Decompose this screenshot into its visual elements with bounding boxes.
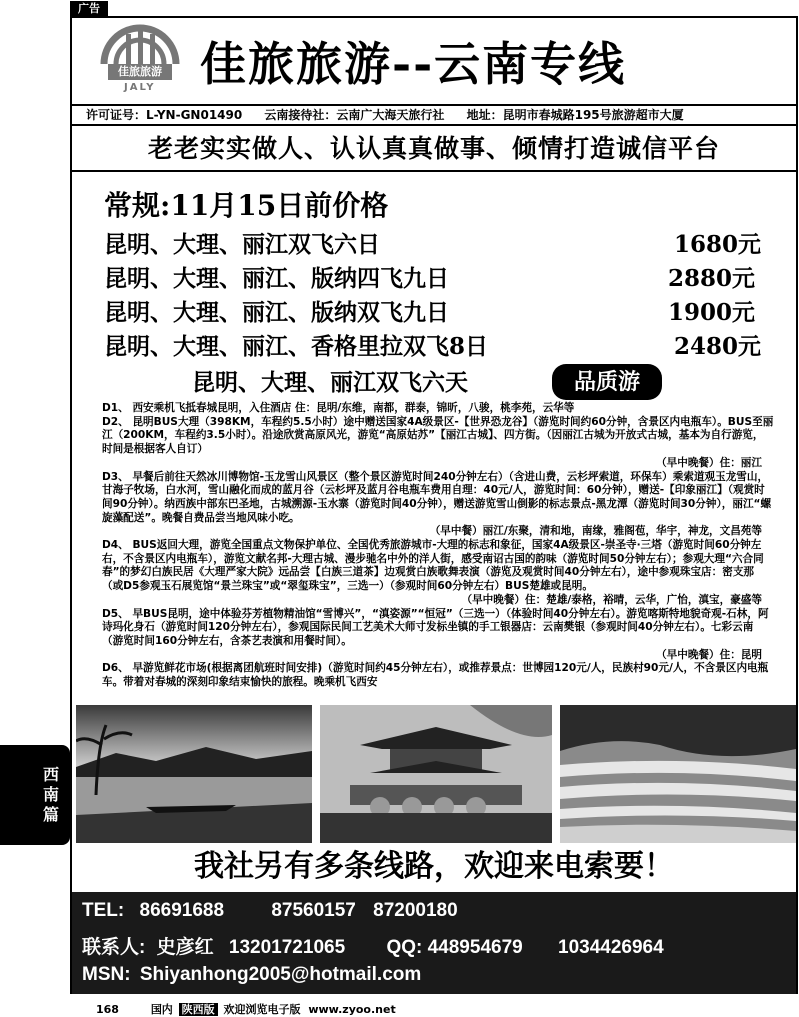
- license-bar: [72, 104, 796, 126]
- company-logo: [96, 20, 184, 100]
- lake-sunset-photo: [76, 705, 312, 843]
- page-number: 168: [96, 1003, 119, 1016]
- phone-number[interactable]: 86691688: [139, 900, 225, 921]
- route-price: 1680元: [674, 231, 762, 258]
- qq-number[interactable]: 1034426964: [558, 937, 664, 958]
- itinerary-meal: （早中晚餐）住：丽江: [656, 456, 762, 469]
- photo-strip: [76, 705, 796, 843]
- regular-price-title: 常规:11月15日前价格: [104, 189, 389, 222]
- itinerary-meal: （早中晚餐）住：楚雄/泰格，裕晴，云华，广怡，滇宝，豪盛等: [461, 593, 762, 606]
- premium-badge: 品质游: [552, 364, 662, 400]
- agency-name: 云南接待社：云南广大海天旅行社: [264, 108, 445, 122]
- route-name: 昆明、大理、丽江、香格里拉双飞8日: [104, 333, 489, 360]
- route-name: 昆明、大理、丽江双飞六日: [104, 231, 380, 258]
- agency-address: 地址：昆明市春城路195号旅游超市大厦: [466, 108, 684, 122]
- itinerary-day: D6、 早游览鲜花市场(根据离团航班时间安排)（游览时间约45分钟左右），或推荐景点：世博园120元/人，民族村90元/人，不含景区内电瓶车。带着对春城的深刻印象结束愉快的旅程。晚乘机飞西安: [102, 662, 769, 689]
- side-tab-char: 西: [42, 765, 59, 784]
- phone-number[interactable]: 87560157: [271, 900, 356, 921]
- side-tab-char: 篇: [42, 805, 59, 824]
- side-tab-char: 南: [42, 785, 59, 804]
- itinerary-day: D5、 早BUS昆明，途中体验芬芳植物精油馆“雪博兴”，“滇姿源”“恒冠”（三选一）（体验时间40分钟左右）。游览喀斯特地貌奇观-石林，阿诗玛化身石（游览时间120分钟左右），参观国际民间工艺美术大师寸发标坐镇的手工银器店：云南樊银（参观时间40分钟左右）。七彩云南（游览时间160分钟左右，含茶艺表演和用餐时间）。: [102, 607, 769, 647]
- logo-text: 佳旅旅游: [108, 64, 172, 80]
- itinerary-meal: （早中晚餐）住：昆明: [656, 648, 762, 661]
- contact-person-label: 联系人:: [82, 937, 146, 958]
- edition-tag: 陕西版: [179, 1003, 218, 1016]
- itinerary-day: D3、 早餐后前往天然冰川博物馆-玉龙雪山风景区（整个景区游览时间240分钟左右）（含进山费，云杉坪索道，环保车）乘索道观玉龙雪山，甘海子牧场，白水河，雪山融化而成的蓝月谷（云杉坪及蓝月谷电瓶车费用自理：40元/人，游览时间：60分钟），赠送-【印象丽江】（观赏时间90分钟）。纳西族中部东巴圣地，古城溯源-玉水寨（游览时间40分钟），赠送游览雪山倒影的标志景点-黑龙潭（游览时间30分钟），丽江“螺旋藻配送”。晚餐自费品尝当地风味小吃。: [102, 470, 772, 524]
- phone-number[interactable]: 87200180: [373, 900, 458, 921]
- route-price: 2480元: [674, 333, 762, 360]
- itinerary-day: D4、 BUS返回大理，游览全国重点文物保护单位、全国优秀旅游城市-大理的标志和象征，国家4A级景区-崇圣寺·三塔（游览时间60分钟左右，不含景区内电瓶车），游览文献名邦-大理古城、漫步驰名中外的洋人街，感受南诏古国的韵味（游览时间50分钟左右）；参观大理“六合同春”的梦幻白族民居《大理严家大院》远品尝【白族三道茶】边观赏白族歌舞表演（游览及观赏时间40分钟左右），途中参观珠宝店：密支那（或D5参观玉石展览馆“景兰珠宝”或“翠玺珠宝”，三选一）（参观时间60分钟左右）BUS楚雄或昆明。: [102, 539, 764, 593]
- itinerary: [102, 402, 774, 690]
- footer-url[interactable]: www.zyoo.net: [308, 1003, 396, 1016]
- header: [72, 18, 796, 102]
- contact-person: 史彦红: [156, 937, 214, 958]
- side-tab-label: [38, 765, 64, 825]
- mobile-number[interactable]: 13201721065: [228, 937, 346, 958]
- msn-row: [82, 964, 421, 986]
- logo-sub: JALY: [124, 82, 156, 93]
- ad-tag: 广告: [70, 1, 108, 17]
- route-name: 昆明、大理、丽江、版纳双飞九日: [104, 299, 449, 326]
- license-number: 许可证号：L-YN-GN01490: [86, 108, 243, 122]
- pavilion-bridge-photo: [320, 705, 552, 843]
- qq-number[interactable]: 448954679: [427, 937, 523, 958]
- premium-route: 昆明、大理、丽江双飞六天: [192, 369, 468, 396]
- route-price: 2880元: [668, 265, 756, 292]
- route-price: 1900元: [668, 299, 756, 326]
- terrace-pools-photo: [560, 705, 796, 843]
- route-name: 昆明、大理、丽江、版纳四飞九日: [104, 265, 449, 292]
- itinerary-day: D2、 昆明BUS大理（398KM，车程约5.5小时）途中赠送国家4A级景区-【世界恐龙谷】（游览时间约60分钟，含景区内电瓶车）。BUS至丽江（200KM，车程约3.5小时）。沿途欣赏高原风光，游览“高原姑苏”【丽江古城】、四方街。（因丽江古城为开放式古城，基本为自行游览，时间是根据客人自订）: [102, 415, 774, 456]
- itinerary-day: D1、 西安乘机飞抵春城昆明，入住酒店 住：昆明/东维，南都，群泰，锦昕，八骏，桃李苑，云华等: [102, 402, 575, 414]
- slogan: 老老实实做人、认认真真做事、倾情打造诚信平台: [72, 128, 796, 172]
- more-routes-callout: 我社另有多条线路，欢迎来电索要！: [194, 849, 674, 884]
- contact-panel: [72, 892, 796, 994]
- footer-domestic: 国内: [150, 1003, 173, 1016]
- person-row: [82, 932, 664, 959]
- msn-label: MSN:: [82, 964, 131, 985]
- page-footer: [96, 1001, 396, 1017]
- msn-address[interactable]: Shiyanhong2005@hotmail.com: [139, 964, 422, 985]
- footer-welcome: 欢迎浏览电子版: [223, 1003, 301, 1016]
- logo-arch-icon: [96, 20, 184, 64]
- tel-label: TEL:: [82, 900, 125, 921]
- page-title: 佳旅旅游--云南专线: [200, 37, 627, 91]
- qq-label: QQ:: [386, 937, 423, 958]
- itinerary-meal: （早中餐）丽江/东聚，清和地，南缘，雅阁苞，华宇，神龙，文昌苑等: [429, 525, 762, 538]
- phone-row: [82, 900, 458, 922]
